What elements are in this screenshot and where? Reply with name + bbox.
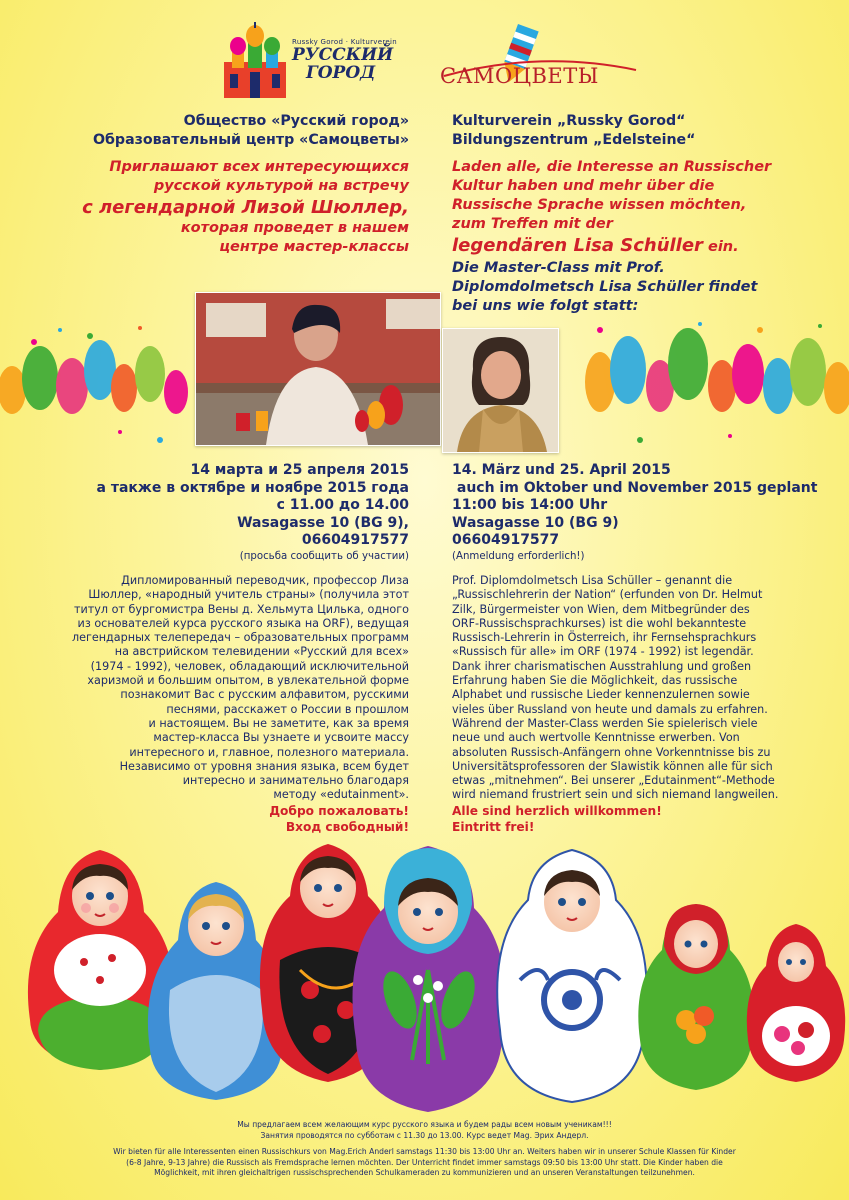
ru-body-line: Независимо от уровня знания языка, всем будет	[119, 759, 409, 773]
de-free-entry: Eintritt frei!	[452, 819, 535, 834]
ru-body-line: мастер-класса Вы узнаете и усвоите массу	[153, 731, 409, 745]
samotsvety-logo-text: САМОЦВЕТЫ	[440, 64, 599, 88]
footer-ru-line1: Мы предлагаем всем желающим курс русского языка и будем рады всем новым ученикам!!!	[237, 1120, 612, 1129]
de-org-line1: Kulturverein „Russky Gorod“	[452, 113, 686, 129]
ru-body-line: харизмой и большим опытом, в увлекательной форме	[87, 674, 409, 688]
ru-body-line: песнями, расскажет о России в прошлом	[166, 702, 409, 716]
ru-body-line: методу «edutainment».	[273, 788, 409, 802]
ru-invite-line4: которая проведет в нашем	[180, 220, 409, 236]
ru-body-line: интересно и занимательно благодаря	[182, 774, 409, 788]
ru-event-details	[97, 462, 409, 563]
de-body-line: Erfahrung haben Sie die Möglichkeit, das russische	[452, 674, 738, 688]
de-invite-line7: Diplomdolmetsch Lisa Schüller findet	[452, 279, 758, 295]
de-body-line: neue und auch wertvolle Kenntnisse erwerben. Von	[452, 731, 740, 745]
ru-body-line: (1974 - 1992), человек, обладающий исключительной	[90, 659, 409, 673]
de-body-line: Russisch-Lehrerin in Österreich, ihr Fernsehsprachkurs	[452, 631, 757, 645]
de-invite-line8: bei uns wie folgt statt:	[452, 298, 639, 314]
ru-note: (просьба сообщить об участии)	[239, 550, 409, 562]
ru-body-line: легендарных телепередач – образовательных программ	[71, 631, 409, 645]
footer-de-line1: Wir bieten für alle Interessenten einen Russischkurs von Mag.Erich Anderl samstags 11:30 bis 13:00 Uhr an. Weiters haben wir in unserer Schule Klassen für Kinder	[113, 1147, 736, 1157]
ru-body-line: интересного и, главное, полезного материала.	[129, 745, 409, 759]
ru-invite-block	[82, 158, 409, 257]
de-body-line: Prof. Diplomdolmetsch Lisa Schüller – genannt die	[452, 574, 733, 587]
de-body-line: „Russischlehrerin der Nation“ (erfunden von Dr. Helmut	[452, 588, 763, 602]
ru-body-line: и настоящем. Вы не заметите, как за время	[148, 716, 409, 730]
de-invite-line3: Russische Sprache wissen möchten,	[452, 197, 747, 213]
de-invite-block	[452, 158, 842, 316]
ru-date-line2: а также в октябре и ноябре 2015 года	[96, 479, 409, 496]
de-body-line: Zilk, Bürgermeister von Wien, dem Mitbegründer des	[452, 602, 750, 616]
russky-gorod-logo-text	[292, 38, 432, 82]
logo-name-line1: РУССКИЙ	[292, 45, 394, 65]
de-body-line: Alphabet und russische Lieder kennenzulernen sowie	[452, 688, 750, 702]
ru-phone: 06604917577	[301, 532, 409, 548]
ru-body-line: Шюллер, «народный учитель страны» (получила этот	[88, 588, 409, 602]
de-body-line: Während der Master-Class werden Sie spielerisch viele	[452, 716, 758, 730]
ru-body-line: Дипломированный переводчик, профессор Лиза	[121, 574, 409, 587]
ru-header-block	[93, 112, 409, 150]
footer-de-line3: Möglichkeit, mit ihren gleichaltrigen russischsprechenden Schulkameraden zu kommunizieren und an unseren Veranstaltungen teilzunehmen.	[154, 1168, 695, 1178]
ru-org-line1: Общество «Русский город»	[183, 113, 409, 129]
ru-body-line: познакомит Вас с русским алфавитом, русскими	[120, 688, 409, 702]
lisa-schueller-classroom-photo	[195, 292, 441, 446]
ru-welcome: Добро пожаловать!	[269, 803, 409, 818]
de-invite-line1: Laden alle, die Interesse an Russischer	[452, 159, 772, 175]
samotsvety-logo	[440, 20, 640, 100]
ru-date-line1: 14 марта и 25 апреля 2015	[190, 462, 409, 478]
de-date-line1: 14. März und 25. April 2015	[452, 462, 671, 478]
de-org-line2: Bildungszentrum „Edelsteine“	[452, 132, 696, 148]
de-event-details	[452, 462, 817, 563]
de-body-line: etwas „mitnehmen“. Bei unserer „Edutainment“-Methode	[452, 774, 775, 788]
ru-org-line2: Образовательный центр «Самоцветы»	[92, 132, 409, 148]
de-invite-line4: zum Treffen mit der	[452, 216, 613, 232]
de-body-line: ORF-Russischsprachkurses) ist die wohl bekannteste	[452, 616, 747, 630]
ru-invite-line5: центре мастер-классы	[219, 239, 409, 255]
de-body-line: wird niemand frustriert sein und sich niemand langweilen.	[452, 788, 779, 802]
de-body-line: vieles über Russland von heute und damals zu erfahren.	[452, 702, 768, 716]
ru-body-text	[72, 574, 409, 835]
ru-body-line: на австрийском телевидении «Русский для всех»	[114, 645, 409, 659]
matryoshka-doll-green	[638, 904, 753, 1090]
ru-address: Wasagasse 10 (BG 9),	[237, 514, 409, 531]
de-note: (Anmeldung erforderlich!)	[452, 550, 585, 562]
footer-de-line2: (6-8 Jahre, 9-13 Jahre) die Russisch als Fremdsprache lernen möchten. Der Unterricht findet immer samstags 09:50 bis 13:00 Uhr statt. Die Kinder haben die	[126, 1157, 723, 1167]
de-invite-line2: Kultur haben und mehr über die	[452, 178, 715, 194]
ru-time: с 11.00 до 14.00	[276, 497, 409, 513]
de-invite-line5	[452, 234, 842, 259]
de-body-text	[452, 574, 778, 835]
ru-free-entry: Вход свободный!	[285, 819, 409, 834]
de-welcome: Alle sind herzlich willkommen!	[452, 803, 662, 818]
matryoshka-doll-gzhel	[497, 850, 647, 1102]
footer-ru-line2: Занятия проводятся по субботам с 11.30 до 13.00. Курс ведет Mag. Эрих Андерл.	[260, 1130, 589, 1140]
de-body-line: Universitätsprofessoren der Slawistik können alle für sich	[452, 759, 773, 773]
de-header-block	[452, 112, 696, 150]
matryoshka-doll-lily	[353, 846, 506, 1112]
de-invite-name: legendären Lisa Schüller	[452, 235, 703, 256]
de-body-line: Dank ihrer charismatischen Ausstrahlung und großen	[452, 659, 752, 673]
ru-invite-line1: Приглашают всех интересующихся	[109, 159, 409, 175]
ru-invite-line3: с легендарной Лизой Шюллер,	[82, 197, 409, 218]
ru-invite-line2: русской культурой на встречу	[153, 178, 409, 194]
de-body-line: absoluten Russisch-Anfängern ohne Vorkenntnisse bis zu	[452, 745, 771, 759]
matryoshka-dolls-illustration	[0, 830, 849, 1120]
lisa-schueller-portrait-photo	[442, 328, 559, 453]
de-address: Wasagasse 10 (BG 9)	[452, 514, 619, 531]
de-date-line2: auch im Oktober und November 2015 geplant	[452, 479, 818, 496]
de-invite-line6: Die Master-Class mit Prof.	[452, 260, 665, 276]
de-phone: 06604917577	[452, 532, 560, 548]
footer	[0, 1120, 849, 1179]
matryoshka-doll-small	[747, 924, 845, 1082]
de-invite-line5-end: ein.	[702, 239, 739, 255]
ru-body-line: из основателей курса русского языка на ORF), ведущая	[77, 616, 409, 630]
ru-body-line: титул от бургомистра Вены д. Хельмута Цилька, одного	[73, 602, 409, 616]
logo-name-line2: ГОРОД	[306, 63, 376, 83]
logo-subtitle: Russky Gorod · Kulturverein	[292, 38, 397, 46]
de-body-line: «Russisch für alle» im ORF (1974 - 1992) ist legendär.	[452, 645, 754, 659]
de-time: 11:00 bis 14:00 Uhr	[452, 497, 608, 513]
